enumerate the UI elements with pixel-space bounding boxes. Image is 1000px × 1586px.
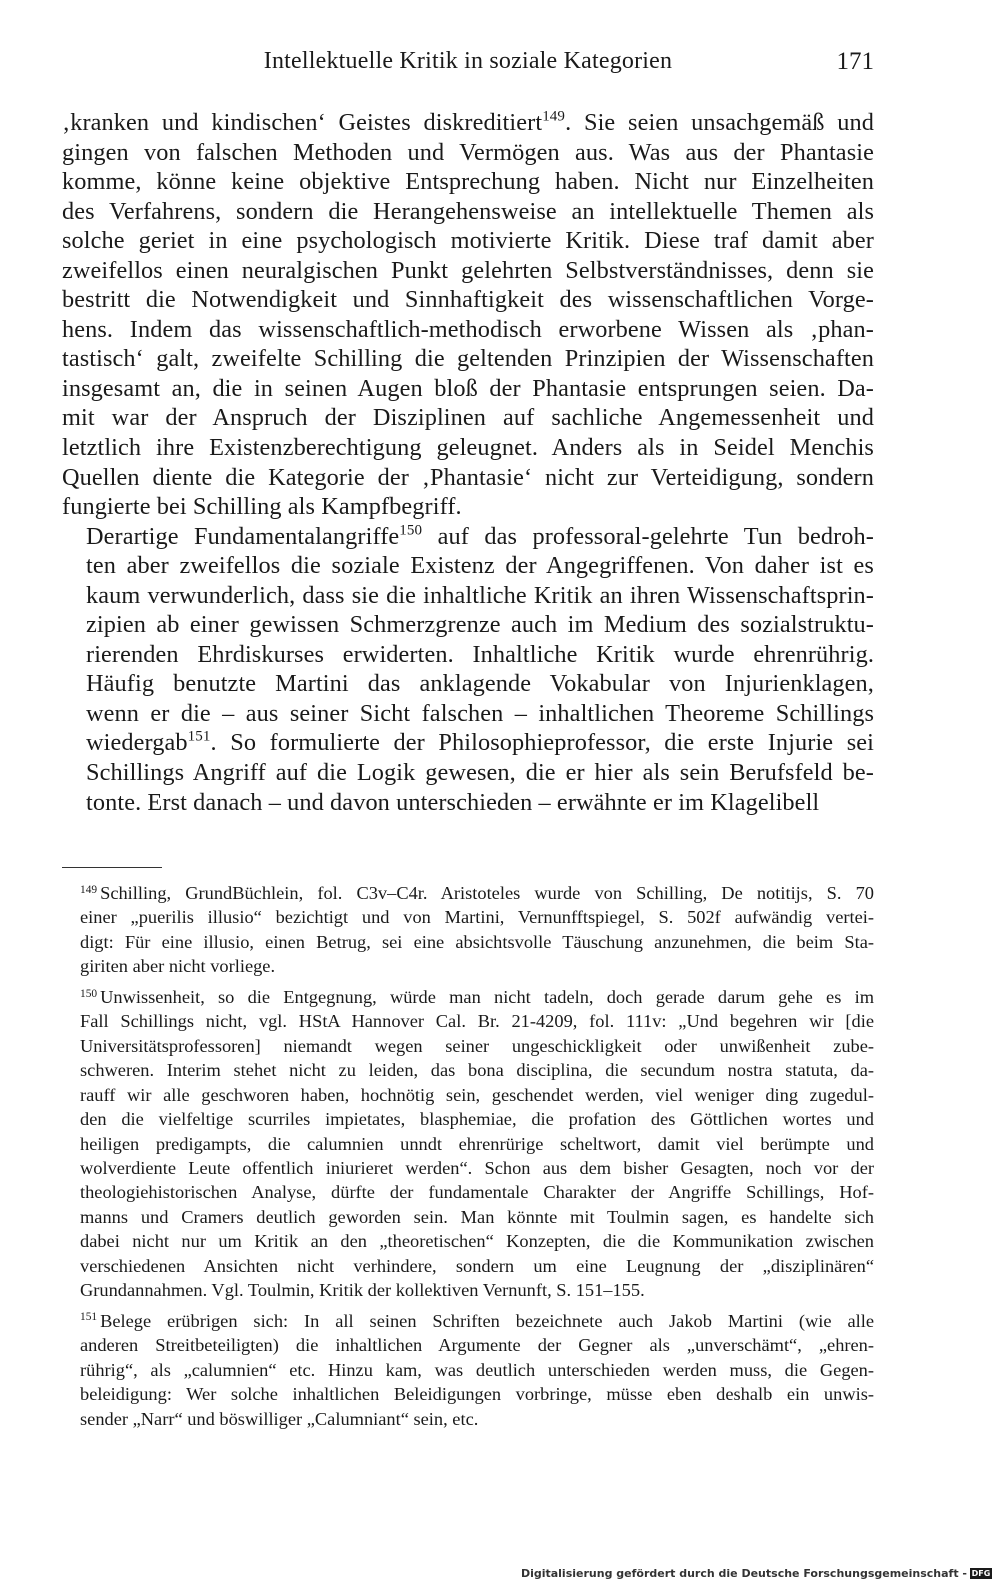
footnote-ref[interactable]: 149: [542, 108, 566, 125]
footnote-line: dabei nicht nur um Kritik an den „theoretischen“ Konzepten, die die Kommunikation zwischen: [80, 1231, 874, 1252]
text-line: tonte. Erst danach – und davon unterschieden – erwähnte er im Klagelibell: [86, 788, 820, 816]
dfg-logo: DFG: [971, 1569, 991, 1578]
text-segment: ‚kranken und kindischen‘ Geistes diskreditiert: [62, 109, 543, 136]
footnote-line: manns und Cramers deutlich geworden sein. Man könnte mit Toulmin sagen, es handelte sich: [80, 1206, 874, 1227]
footnote-line: sender „Narr“ und böswilliger „Calumniant“ sein, etc.: [80, 1408, 479, 1429]
page-header: [62, 48, 874, 84]
footnotes: [62, 881, 874, 1437]
text-line: solche geriet in eine psychologisch motivierte Kritik. Diese traf damit aber: [62, 227, 874, 255]
text-segment: . Sie seien unsachgemäß und: [565, 109, 874, 136]
text-line: [62, 522, 874, 552]
footnote-line: heiligen predigampts, die calumnien unndt ehrenrürige scheltwort, damit viel berümpte und: [80, 1133, 874, 1154]
footnote-line: beleidigung: Wer solche inhaltlichen Beleidigungen vorbringe, müsse eben deshalb ein unwis-: [80, 1384, 874, 1405]
footnote-line: [62, 881, 874, 905]
text-segment: auf das professoral-gelehrte Tun bedroh-: [422, 522, 874, 550]
footnote-line: [62, 985, 874, 1009]
footnote-line: anderen Streitbeteiligten) die inhaltlichen Argumente der Gegner als „unverschämt“, „ehren-: [80, 1335, 874, 1356]
footnote-separator: [62, 867, 162, 868]
footnote-line: schweren. Interim stehet nicht zu leiden, das bona disciplina, die secundum nostra statuta, da-: [80, 1060, 874, 1081]
text-line: [62, 108, 874, 138]
footnote-line: rauff wir alle geschworen haben, hochnötig sein, geschendet werden, viel weniger ding zugedul-: [80, 1084, 874, 1105]
running-head: Intellektuelle Kritik in soziale Kategorien: [263, 48, 673, 74]
footnote-text: Schilling, GrundBüchlein, fol. C3v–C4r. Aristoteles wurde von Schilling, De notitijs, S. 70: [100, 883, 874, 903]
footnote-line: verschiedenen Ansichten nicht verhindere, sondern um eine Leugnung der „disziplinären“: [80, 1255, 874, 1276]
footnote-151: [62, 1309, 874, 1431]
digitization-note: Digitalisierung gefördert durch die Deutsche Forschungsgemeinschaft -: [520, 1567, 967, 1580]
footnote-line: den die vielfeltige scurriles impietates, blasphemiae, die profation des Göttlichen wortes und: [80, 1109, 874, 1130]
footnote-number: 151: [80, 1311, 98, 1324]
text-line: insgesamt an, die in seinen Augen bloß der Phantasie entsprungen seien. Da-: [62, 374, 874, 402]
footnote-line: [62, 1309, 874, 1333]
footnote-line: wolverdiente Leute offentlich iniurieret werden“. Schon aus dem bisher Gesagten, noch vor der: [80, 1157, 874, 1178]
paragraph-1: [62, 108, 874, 522]
footnote-line: Fall Schillings nicht, vgl. HStA Hannover Cal. Br. 21-4209, fol. 111v: „Und begehren wir [die: [80, 1011, 874, 1032]
footnote-ref[interactable]: 151: [187, 729, 211, 746]
footnote-149: [62, 881, 874, 979]
text-line: mit war der Anspruch der Disziplinen auf sachliche Angemessenheit und: [62, 404, 874, 432]
digitization-footer: [521, 1567, 992, 1580]
page-number: 171: [836, 48, 874, 75]
footnote-line: rührig“, als „calumnien“ etc. Hinzu kam, was deutlich unterschieden werden muss, die Gegen-: [80, 1359, 874, 1380]
footnote-line: einer „puerilis illusio“ bezichtigt und von Martini, Vernunfftspiegel, S. 502f aufwändig vertei-: [80, 907, 874, 928]
text-line: kaum verwunderlich, dass sie die inhaltliche Kritik an ihren Wissenschaftsprin-: [86, 581, 874, 609]
text-line: bestritt die Notwendigkeit und Sinnhaftigkeit des wissenschaftlichen Vorge-: [62, 286, 874, 314]
text-line: rierenden Ehrdiskurses erwiderten. Inhaltliche Kritik wurde ehrenrührig.: [86, 640, 874, 668]
text-segment: . So formulierte der Philosophieprofessor, die erste Injurie sei: [210, 729, 874, 757]
footnote-line: Grundannahmen. Vgl. Toulmin, Kritik der kollektiven Vernunft, S. 151–155.: [80, 1280, 645, 1301]
text-line: Schillings Angriff auf die Logik gewesen, die er hier als sein Berufsfeld be-: [86, 759, 874, 787]
text-line: [62, 728, 874, 758]
footnote-line: digt: Für eine illusio, einen Betrug, sei eine absichtsvolle Täuschung anzunehmen, die beim Sta-: [80, 931, 874, 952]
text-line: letztlich ihre Existenzberechtigung geleugnet. Anders als in Seidel Menchis: [62, 434, 874, 462]
footnote-number: 149: [80, 883, 98, 896]
text-line: zipien ab einer gewissen Schmerzgrenze auch im Medium des sozialstruktu-: [86, 611, 874, 639]
text-line: hens. Indem das wissenschaftlich-methodisch erworbene Wissen als ‚phan-: [62, 315, 874, 343]
text-line: wenn er die – aus seiner Sicht falschen – inhaltlichen Theoreme Schillings: [86, 699, 874, 727]
text-line: zweifellos einen neuralgischen Punkt gelehrten Selbstverständnisses, denn sie: [62, 256, 874, 284]
footnote-line: giriten aber nicht vorliege.: [80, 956, 276, 977]
text-line: gingen von falschen Methoden und Vermögen aus. Was aus der Phantasie: [62, 138, 874, 166]
footnote-text: Unwissenheit, so die Entgegnung, würde man nicht tadeln, doch gerade darum gehe es im: [100, 986, 874, 1007]
text-segment: wiedergab: [86, 729, 188, 757]
footnote-line: Universitätsprofessoren] niemandt wegen seiner ungeschickligkeit oder unwißenheit zube-: [80, 1035, 874, 1056]
footnote-ref[interactable]: 150: [399, 522, 423, 539]
text-line: Häufig benutzte Martini das anklagende Vokabular von Injurienklagen,: [86, 670, 874, 698]
text-line: fungierte bei Schilling als Kampfbegriff.: [62, 493, 462, 521]
body-text: [62, 108, 874, 817]
text-line: des Verfahrens, sondern die Herangehensweise an intellektuelle Themen als: [62, 197, 874, 225]
text-segment: Derartige Fundamentalangriffe: [86, 522, 400, 550]
paragraph-2: [62, 522, 874, 817]
text-line: tastisch‘ galt, zweifelte Schilling die geltenden Prinzipien der Wissenschaften: [62, 345, 874, 373]
footnote-150: [62, 985, 874, 1303]
text-line: Quellen diente die Kategorie der ‚Phantasie‘ nicht zur Verteidigung, sondern: [62, 463, 874, 491]
text-line: ten aber zweifellos die soziale Existenz der Angegriffenen. Von daher ist es: [86, 552, 874, 580]
footnote-number: 150: [80, 987, 98, 1000]
footnote-text: Belege erübrigen sich: In all seinen Schriften bezeichnete auch Jakob Martini (wie alle: [100, 1310, 874, 1331]
text-line: komme, könne keine objektive Entsprechung haben. Nicht nur Einzelheiten: [62, 168, 874, 196]
footnote-line: theologiehistorischen Analyse, dürfte der fundamentale Charakter der Angriffe Schillings, Hof-: [80, 1182, 874, 1203]
